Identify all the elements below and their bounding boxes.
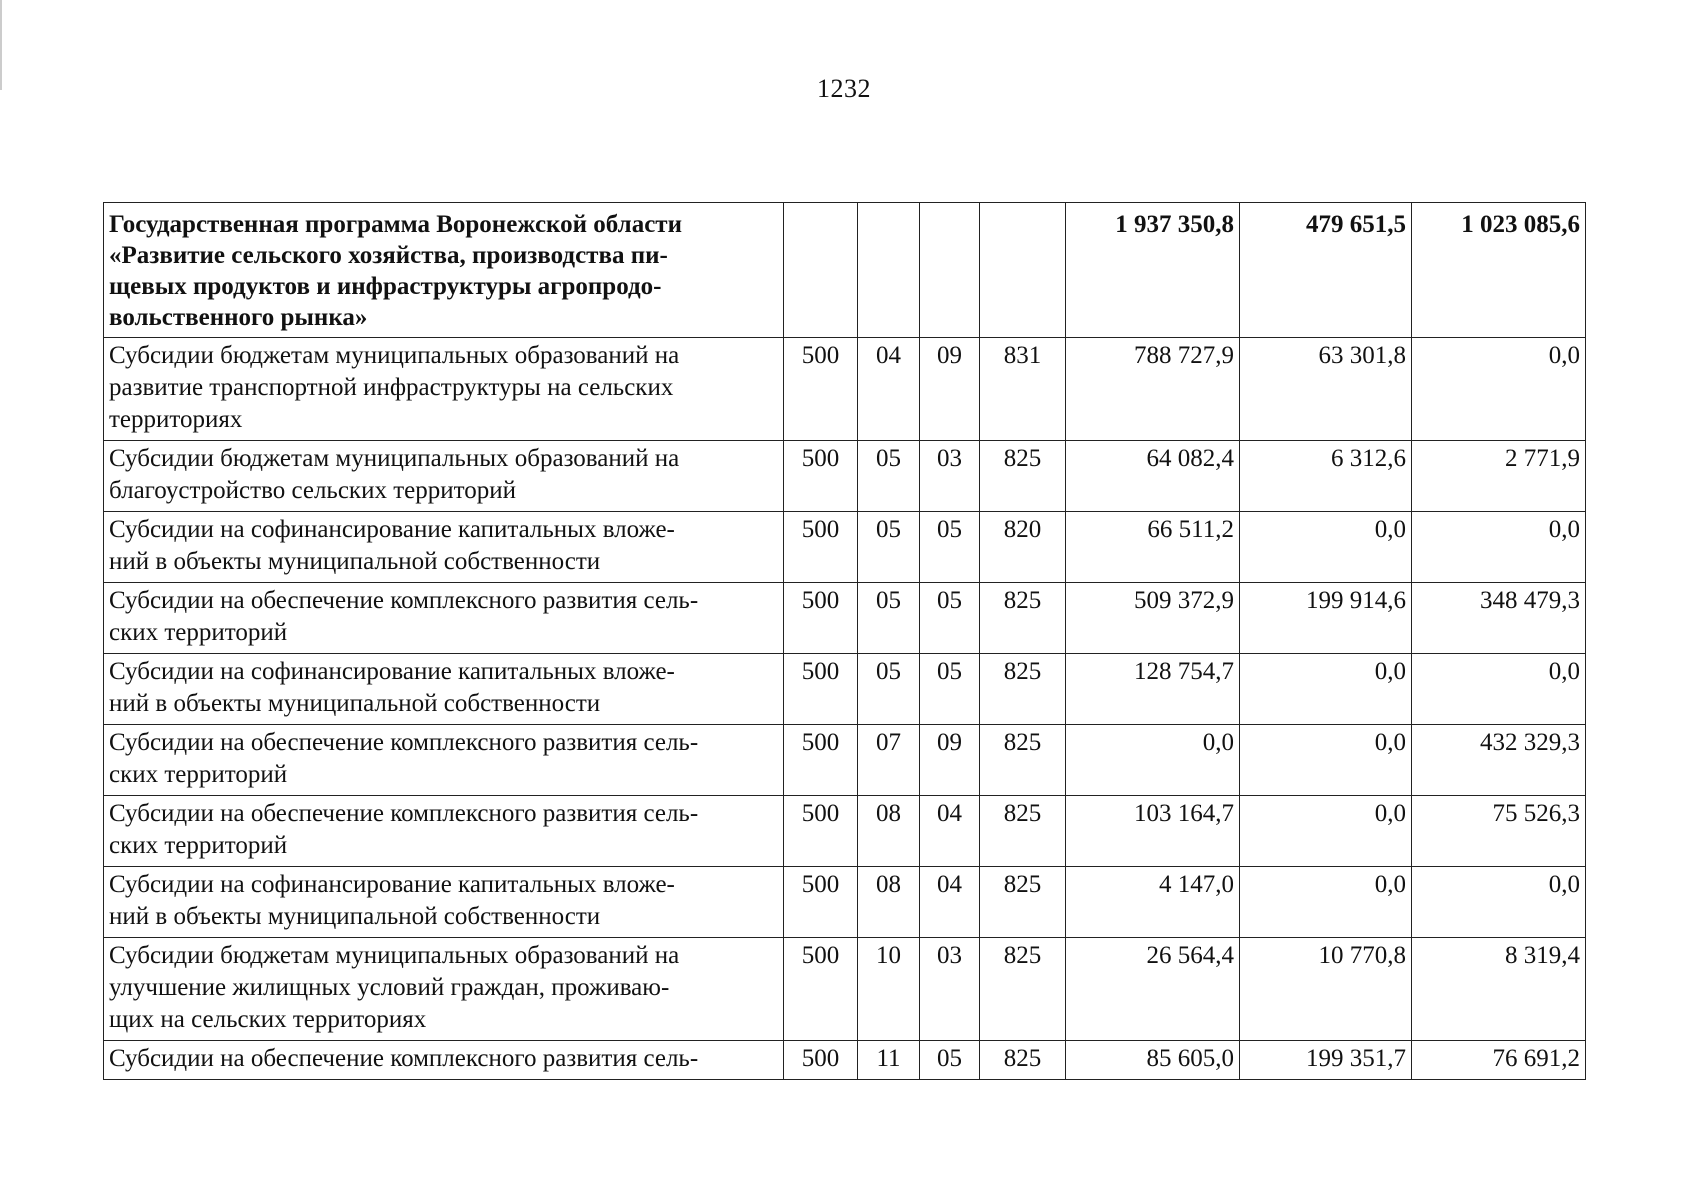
- amount-cell: 199 914,6: [1240, 583, 1412, 654]
- code-cell: 500: [784, 725, 858, 796]
- code-cell: 05: [858, 583, 920, 654]
- amount-cell: 2 771,9: [1412, 441, 1586, 512]
- table-row: [104, 441, 1586, 512]
- program-title-line: Государственная программа Воронежской области: [109, 211, 682, 238]
- budget-table: [103, 202, 1586, 1080]
- amount-cell: 0,0: [1412, 654, 1586, 725]
- row-description-line: ских территорий: [109, 619, 288, 646]
- amount-cell: 0,0: [1412, 512, 1586, 583]
- row-description-line: ний в объекты муниципальной собственности: [109, 548, 601, 575]
- code-cell: 825: [980, 654, 1066, 725]
- row-description: [104, 654, 784, 725]
- amount-cell: 103 164,7: [1066, 796, 1240, 867]
- program-row: [104, 203, 1586, 338]
- amount-cell: 76 691,2: [1412, 1041, 1586, 1080]
- program-title-line: «Развитие сельского хозяйства, производства пи-: [109, 242, 668, 269]
- row-description-line: Субсидии бюджетам муниципальных образований на: [109, 342, 680, 369]
- row-description-line: Субсидии на софинансирование капитальных вложе-: [109, 658, 675, 685]
- code-cell: 09: [920, 338, 980, 441]
- amount-cell: 0,0: [1412, 867, 1586, 938]
- table-row: [104, 1041, 1586, 1080]
- code-cell: 04: [920, 867, 980, 938]
- code-cell: 05: [920, 1041, 980, 1080]
- program-title: [104, 203, 784, 338]
- code-cell: 500: [784, 654, 858, 725]
- code-cell: [920, 203, 980, 338]
- row-description-line: ских территорий: [109, 761, 288, 788]
- amount-cell: 432 329,3: [1412, 725, 1586, 796]
- row-description-line: Субсидии на обеспечение комплексного развития сель-: [109, 800, 699, 827]
- row-description-line: ских территорий: [109, 832, 288, 859]
- row-description-line: благоустройство сельских территорий: [109, 477, 516, 504]
- amount-cell: 6 312,6: [1240, 441, 1412, 512]
- code-cell: 825: [980, 441, 1066, 512]
- code-cell: 820: [980, 512, 1066, 583]
- row-description: [104, 796, 784, 867]
- code-cell: 831: [980, 338, 1066, 441]
- code-cell: 825: [980, 796, 1066, 867]
- row-description: [104, 583, 784, 654]
- table-row: [104, 512, 1586, 583]
- amount-cell: 479 651,5: [1240, 203, 1412, 338]
- table-row: [104, 338, 1586, 441]
- code-cell: 05: [920, 512, 980, 583]
- code-cell: 09: [920, 725, 980, 796]
- amount-cell: 788 727,9: [1066, 338, 1240, 441]
- amount-cell: 509 372,9: [1066, 583, 1240, 654]
- row-description-line: Субсидии бюджетам муниципальных образований на: [109, 445, 680, 472]
- amount-cell: 1 023 085,6: [1412, 203, 1586, 338]
- row-description: [104, 938, 784, 1041]
- amount-cell: 10 770,8: [1240, 938, 1412, 1041]
- row-description: [104, 338, 784, 441]
- code-cell: 500: [784, 583, 858, 654]
- code-cell: 11: [858, 1041, 920, 1080]
- code-cell: [858, 203, 920, 338]
- amount-cell: 199 351,7: [1240, 1041, 1412, 1080]
- code-cell: 825: [980, 583, 1066, 654]
- code-cell: 07: [858, 725, 920, 796]
- amount-cell: 8 319,4: [1412, 938, 1586, 1041]
- code-cell: 500: [784, 512, 858, 583]
- row-description-line: ний в объекты муниципальной собственности: [109, 903, 601, 930]
- amount-cell: 66 511,2: [1066, 512, 1240, 583]
- row-description: [104, 512, 784, 583]
- code-cell: 05: [858, 654, 920, 725]
- code-cell: 500: [784, 867, 858, 938]
- amount-cell: 0,0: [1240, 512, 1412, 583]
- amount-cell: 63 301,8: [1240, 338, 1412, 441]
- row-description: [104, 1041, 784, 1080]
- amount-cell: 0,0: [1240, 867, 1412, 938]
- table-row: [104, 796, 1586, 867]
- code-cell: 04: [920, 796, 980, 867]
- code-cell: 10: [858, 938, 920, 1041]
- row-description-line: Субсидии бюджетам муниципальных образований на: [109, 942, 680, 969]
- code-cell: 03: [920, 441, 980, 512]
- page-number: 1232: [817, 74, 871, 103]
- code-cell: 500: [784, 796, 858, 867]
- amount-cell: 348 479,3: [1412, 583, 1586, 654]
- code-cell: 08: [858, 867, 920, 938]
- amount-cell: 4 147,0: [1066, 867, 1240, 938]
- row-description-line: развитие транспортной инфраструктуры на сельских: [109, 374, 674, 401]
- amount-cell: 128 754,7: [1066, 654, 1240, 725]
- program-title-line: вольственного рынка»: [109, 304, 368, 331]
- code-cell: 825: [980, 938, 1066, 1041]
- row-description-line: ний в объекты муниципальной собственности: [109, 690, 601, 717]
- row-description-line: Субсидии на обеспечение комплексного развития сель-: [109, 729, 699, 756]
- row-description-line: щих на сельских территориях: [109, 1006, 427, 1033]
- code-cell: 08: [858, 796, 920, 867]
- amount-cell: 64 082,4: [1066, 441, 1240, 512]
- table-row: [104, 583, 1586, 654]
- code-cell: 500: [784, 338, 858, 441]
- amount-cell: 1 937 350,8: [1066, 203, 1240, 338]
- code-cell: 825: [980, 1041, 1066, 1080]
- amount-cell: 0,0: [1240, 796, 1412, 867]
- amount-cell: 0,0: [1412, 338, 1586, 441]
- row-description-line: Субсидии на софинансирование капитальных вложе-: [109, 516, 675, 543]
- table-body: [104, 203, 1586, 1080]
- table-row: [104, 938, 1586, 1041]
- row-description: [104, 867, 784, 938]
- amount-cell: 75 526,3: [1412, 796, 1586, 867]
- code-cell: 500: [784, 441, 858, 512]
- row-description-line: территориях: [109, 406, 243, 433]
- table-row: [104, 725, 1586, 796]
- code-cell: 05: [920, 583, 980, 654]
- code-cell: 05: [920, 654, 980, 725]
- program-title-line: щевых продуктов и инфраструктуры агропродо-: [109, 273, 662, 300]
- code-cell: 04: [858, 338, 920, 441]
- row-description-line: Субсидии на софинансирование капитальных вложе-: [109, 871, 675, 898]
- amount-cell: 0,0: [1240, 725, 1412, 796]
- code-cell: 500: [784, 1041, 858, 1080]
- code-cell: 500: [784, 938, 858, 1041]
- code-cell: 05: [858, 512, 920, 583]
- code-cell: 03: [920, 938, 980, 1041]
- code-cell: 825: [980, 867, 1066, 938]
- table-row: [104, 867, 1586, 938]
- table-row: [104, 654, 1586, 725]
- code-cell: 825: [980, 725, 1066, 796]
- amount-cell: 85 605,0: [1066, 1041, 1240, 1080]
- row-description-line: Субсидии на обеспечение комплексного развития сель-: [109, 1045, 699, 1072]
- amount-cell: 26 564,4: [1066, 938, 1240, 1041]
- amount-cell: 0,0: [1066, 725, 1240, 796]
- code-cell: [784, 203, 858, 338]
- amount-cell: 0,0: [1240, 654, 1412, 725]
- row-description: [104, 725, 784, 796]
- row-description-line: улучшение жилищных условий граждан, проживаю-: [109, 974, 670, 1001]
- code-cell: 05: [858, 441, 920, 512]
- code-cell: [980, 203, 1066, 338]
- row-description: [104, 441, 784, 512]
- row-description-line: Субсидии на обеспечение комплексного развития сель-: [109, 587, 699, 614]
